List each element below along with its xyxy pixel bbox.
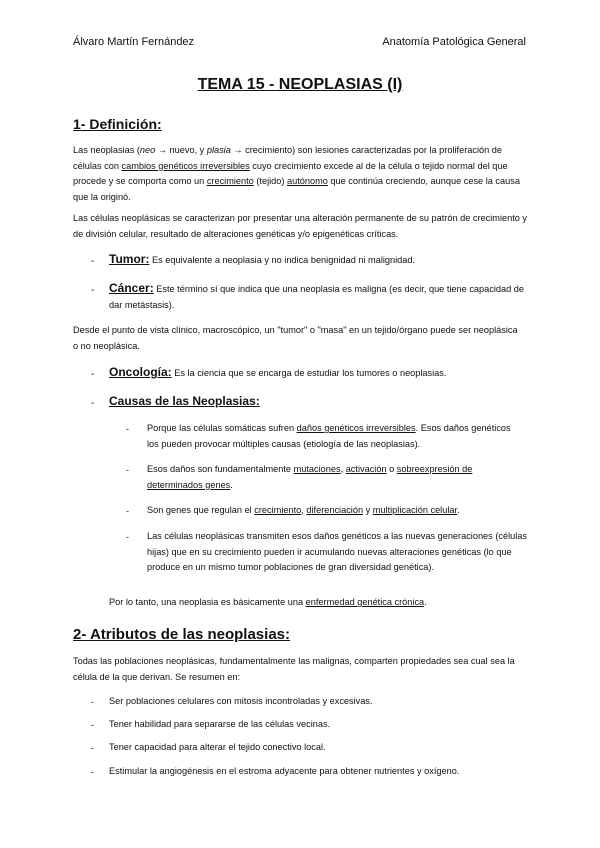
section-2-heading: 2- Atributos de las neoplasias: — [73, 626, 290, 643]
bullet-dash: - — [91, 285, 95, 296]
page-title: TEMA 15 - NEOPLASIAS (I) — [197, 76, 403, 93]
bullet-dash: - — [91, 398, 95, 409]
bullet-dash: - — [126, 506, 129, 516]
definition-paragraph: Las neoplasias (neo → nuevo, y plasia → crecimiento) son lesiones caracterizadas por la proliferación de células con cambios genéticos irreversibles cuyo crecimiento excede al de la célula o tejido normal del que procede y se comporta como un crecimiento (tejido) autónomo que continúa creciendo, aunque cese la causa que la originó. — [73, 145, 520, 202]
attribute-item: Tener capacidad para alterar el tejido conectivo local. — [109, 742, 326, 752]
neoplastic-cells-paragraph: Las células neoplásicas se caracterizan por presentar una alteración permanente de su patrón de crecimiento y de división celular, resultado de alteraciones genéticas y/o epigenéticas críticas. — [73, 213, 528, 239]
conclusion-paragraph: Por lo tanto, una neoplasia es básicamente una enfermedad genética crónica. — [109, 597, 427, 607]
attributes-intro: Todas las poblaciones neoplásicas, fundamentalmente las malignas, comparten propiedades sea cual sea la célula de la que derivan. Se resumen en: — [73, 656, 515, 682]
bullet-dash: - — [91, 697, 94, 707]
header-subject: Anatomía Patológica General — [382, 36, 526, 48]
bullet-dash: - — [91, 369, 95, 380]
attribute-item: Ser poblaciones celulares con mitosis incontroladas y excesivas. — [109, 696, 373, 706]
cancer-definition: Cáncer: Este término sí que indica que una neoplasia es maligna (es decir, que tiene capacidad de dar metástasis). — [109, 281, 524, 310]
clinical-paragraph: Desde el punto de vista clínico, macroscópico, un "tumor" o "masa" en un tejido/órgano puede ser neoplásica o no neoplásica. — [73, 325, 518, 351]
cause-item: Esos daños son fundamentalmente mutaciones, activación o sobreexpresión de determinados genes. — [147, 464, 473, 490]
bullet-dash: - — [126, 424, 129, 434]
tumor-definition: Tumor: Es equivalente a neoplasia y no indica benignidad ni malignidad. — [109, 252, 416, 266]
oncologia-definition: Oncología: Es la ciencia que se encarga de estudiar los tumores o neoplasias. — [109, 365, 447, 379]
causes-heading: Causas de las Neoplasias: — [109, 394, 260, 408]
section-1-heading: 1- Definición: — [73, 116, 162, 132]
bullet-dash: - — [91, 767, 94, 777]
bullet-dash: - — [91, 743, 94, 753]
bullet-dash: - — [91, 720, 94, 730]
attribute-item: Tener habilidad para separarse de las células vecinas. — [109, 719, 331, 729]
attribute-item: Estimular la angiogénesis en el estroma adyacente para obtener nutrientes y oxígeno. — [109, 766, 460, 776]
header-author: Álvaro Martín Fernández — [73, 36, 195, 48]
bullet-dash: - — [91, 256, 95, 267]
bullet-dash: - — [126, 465, 129, 475]
cause-item: Son genes que regulan el crecimiento, diferenciación y multiplicación celular. — [147, 505, 460, 515]
cause-item: Porque las células somáticas sufren daños genéticos irreversibles. Esos daños genéticos los pueden provocar múltiples causas (etiología de las neoplasias). — [147, 423, 511, 449]
cause-item: Las células neoplásicas transmiten esos daños genéticos a las nuevas generaciones (células hijas) que en su crecimiento pueden ir acumulando nuevas alteraciones genéticas (lo que produce en un mismo tumor poblaciones de gran diversidad genética). — [147, 531, 527, 572]
bullet-dash: - — [126, 532, 129, 542]
